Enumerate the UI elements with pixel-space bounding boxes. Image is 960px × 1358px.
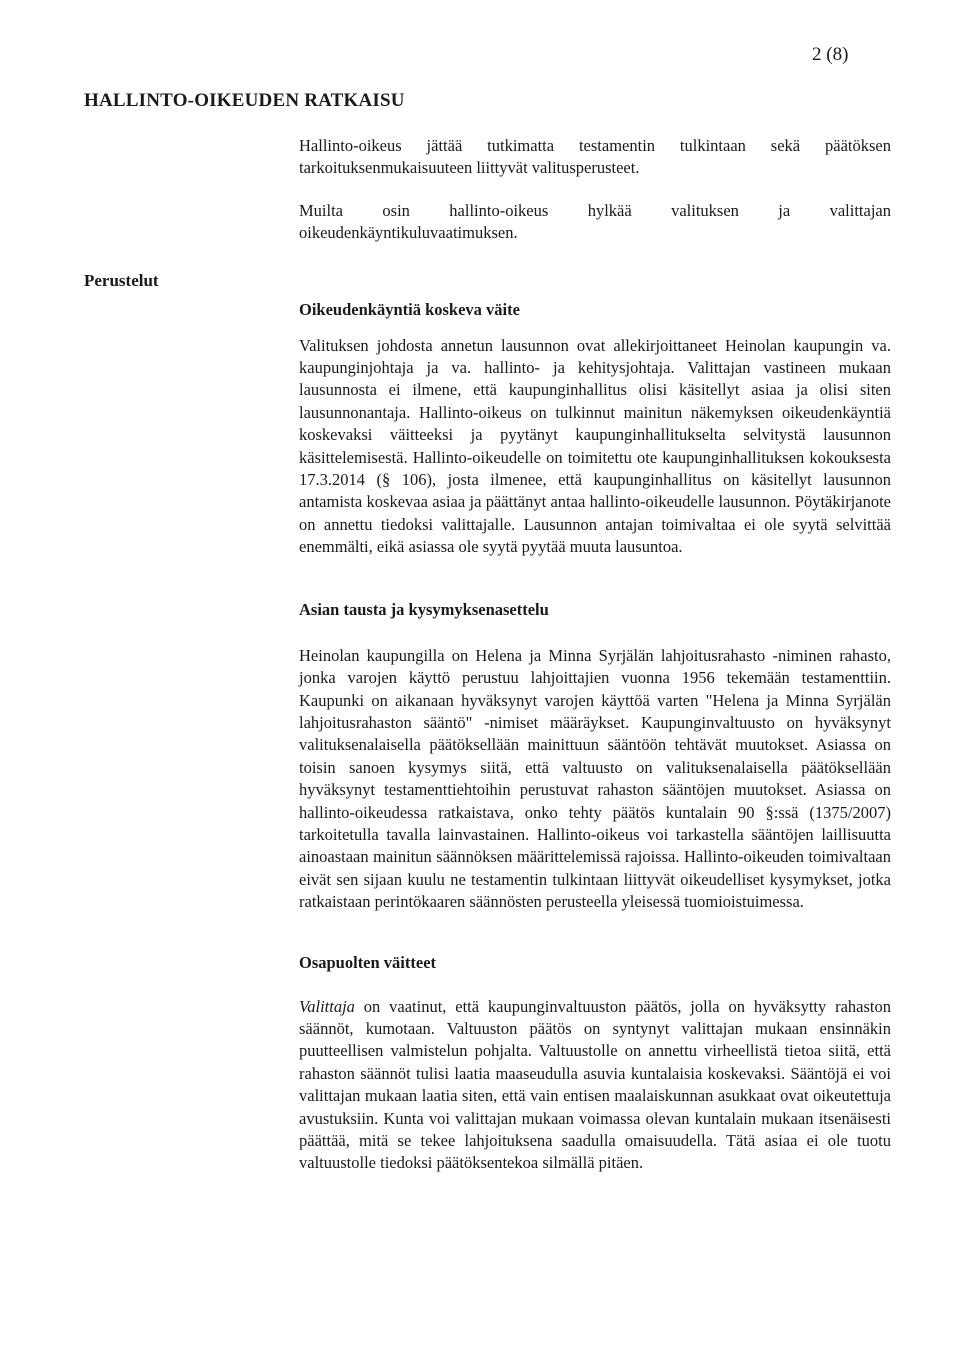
section-body-procedural-claim: Valituksen johdosta annetun lausunnon ovat allekirjoittaneet Heinolan kaupungin va. kaupunginjohtaja ja va. hallinto- ja kehitysjohtaja. Valittajan vastineen mukaan lausunnosta ei ilmene, että kaupunginhallitus olisi käsitellyt asiaa ja olisi siten lausunnonantaja. Hallinto-oikeus on tulkinnut mainitun näkemyksen oikeudenkäyntiä koskevaksi väitteeksi ja pyytänyt kaupunginhallitukselta selvitystä lausunnon käsittelemisestä. Hallinto-oikeudelle on toimitettu ote kaupunginhallituksen kokouksesta 17.3.2014 (§ 106), josta ilmenee, että kaupunginhallitus on käsitellyt lausunnon antamista koskevaa asiaa ja päättänyt antaa hallinto-oikeudelle lausunnon. Pöytäkirjanote on annettu tiedoksi valittajalle. Lausunnon antajan toimivaltaa ei ole syytä selvittää enemmälti, eikä asiassa ole syytä pyytää muuta lausuntoa.	[299, 335, 891, 557]
section-heading-procedural-claim: Oikeudenkäyntiä koskeva väite	[299, 299, 520, 319]
section-body-party-claims	[299, 996, 891, 1175]
section-heading-party-claims: Osapuolten väitteet	[299, 952, 437, 972]
page-title: HALLINTO-OIKEUDEN RATKAISU	[84, 90, 405, 111]
decision-paragraph-2: Muilta osin hallinto-oikeus hylkää valituksen ja valittajan oikeudenkäyntikuluvaatimuksen.	[299, 200, 891, 243]
party-claims-text: on vaatinut, että kaupunginvaltuuston päätös, jolla on hyväksytty rahaston säännöt, kumotaan. Valtuuston päätös on syntynyt valittajan mukaan ensinnäkin puutteellisen valmistelun pohjalta. Valtuustolle on annettu virheellistä tietoa siitä, että rahaston säännöt tulisi laatia maaseudulla asuvia kuntalaisia koskevaksi. Sääntöjä ei voi valittajan mukaan laatia siten, että vain entisen maalaiskunnan asukkaat ovat oikeutettuja avustuksiin. Kunta voi valittajan mukaan voimassa olevan kuntalain mukaan itsenäisesti päättää, mitä se tekee lahjoituksena saadulla omaisuudella. Tätä asiaa ei ole tuotu valtuustolle tiedoksi päätöksentekoa silmällä pitäen.	[299, 996, 891, 1173]
section-body-background: Heinolan kaupungilla on Helena ja Minna Syrjälän lahjoitusrahasto -niminen rahasto, jonka varojen käyttö perustuu lahjoittajien vuonna 1956 tekemään testamenttiin. Kaupunki on aikanaan hyväksynyt varojen käyttöä varten "Helena ja Minna Syrjälän lahjoitusrahaston sääntö" -nimiset määräykset. Kaupunginvaltuusto on hyväksynyt valituksenalaisella päätöksellään mainittuun sääntöön tehtävät muutokset. Asiassa on toisin sanoen kysymys siitä, että valtuusto on valituksenalaisella päätöksellään hyväksynyt testamenttiehtoihin perustuvat rahaston sääntöjen muutokset. Asiassa on hallinto-oikeudessa ratkaistava, onko tehty päätös kuntalain 90 §:ssä (1375/2007) tarkoitetulla tavalla lainvastainen. Hallinto-oikeus voi tarkastella sääntöjen laillisuutta ainoastaan mainitun säännöksen määrittelemissä rajoissa. Hallinto-oikeuden toimivaltaan eivät sen sijaan kuulu ne testamentin tulkintaan liittyvät oikeudelliset kysymykset, jotka ratkaistaan perintökaaren säännösten perusteella yleisessä tuomioistuimessa.	[299, 645, 891, 912]
document-body	[299, 135, 891, 1175]
decision-paragraph-1: Hallinto-oikeus jättää tutkimatta testamentin tulkintaan sekä päätöksen tarkoituksenmukaisuuteen liittyvät valitusperusteet.	[299, 136, 891, 178]
section-heading-background: Asian tausta ja kysymyksenasettelu	[299, 599, 549, 619]
appellant-term: Valittaja	[299, 996, 355, 1016]
page-number: 2 (8)	[812, 44, 849, 65]
side-label-reasons: Perustelut	[84, 271, 159, 290]
